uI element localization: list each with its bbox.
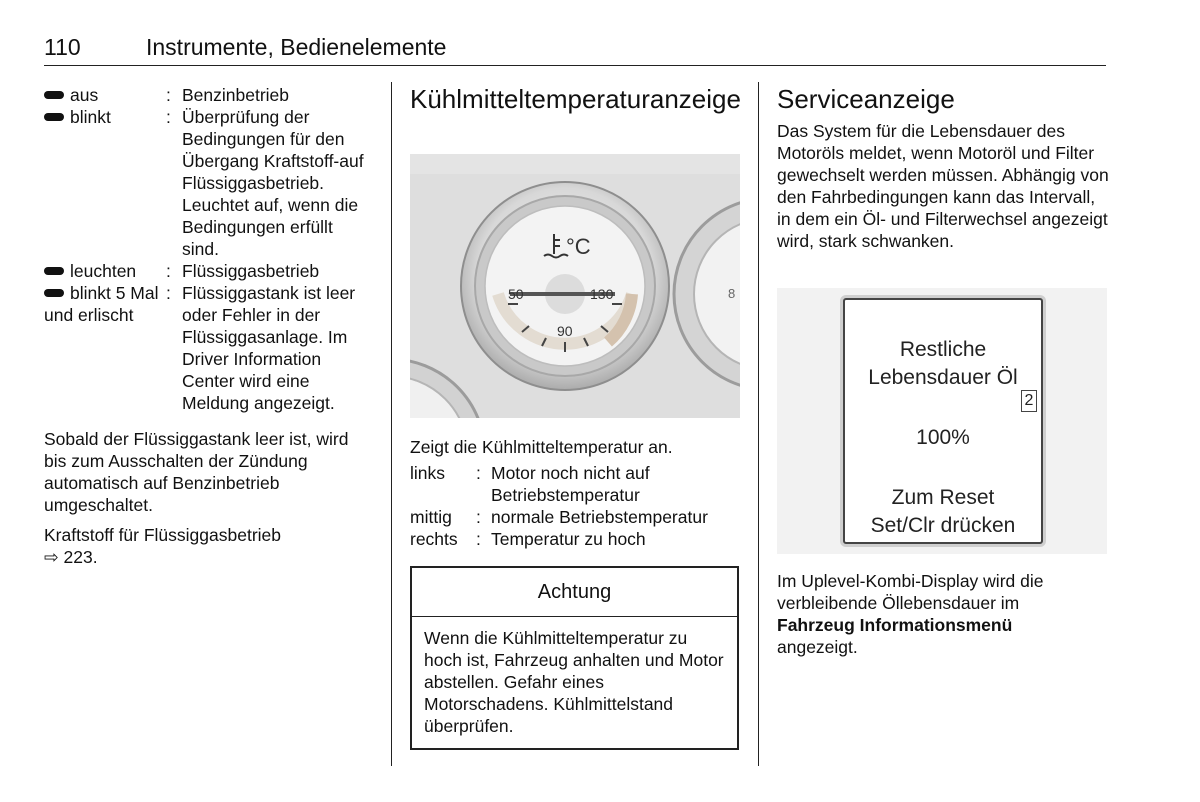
display-value: 100% [916,426,970,449]
display-line: Lebensdauer Öl [868,366,1018,389]
paragraph: Kraftstoff für Flüssiggasbetrieb [44,525,282,545]
def-row [44,84,372,106]
def-desc: Flüssiggasbetrieb [182,261,320,281]
warning-title: Achtung [412,568,737,617]
def-colon: : [166,107,171,127]
def-row [44,282,372,414]
reference-page: 223. [63,547,98,567]
def-colon: : [476,529,481,549]
def-row [410,528,741,550]
def-term: links [410,463,446,483]
def-colon: : [166,283,171,303]
reference-arrow-icon: ⇨ [44,547,59,567]
def-colon: : [476,507,481,527]
page-header [44,34,1106,68]
def-colon: : [476,463,481,483]
column-2-text [410,436,745,550]
def-term: aus [70,85,99,105]
column-divider-left [391,82,392,766]
section-title: Instrumente, Bedienelemente [146,34,447,60]
page-reference [44,546,374,568]
def-term: mittig [410,507,452,527]
display-line: Zum Reset [891,486,995,509]
column-3 [777,84,1109,252]
def-term: blinkt 5 Mal und erlischt [44,283,159,325]
def-row [410,506,741,528]
def-term: leuchten [70,261,137,281]
section-heading: Kühlmitteltemperaturanzeige [410,84,741,114]
display-page-indicator: 2 [1021,390,1037,412]
menu-name: Fahrzeug Informationsmenü [777,615,1013,635]
def-colon: : [166,85,171,105]
def-desc: Benzinbetrieb [182,85,290,105]
def-desc: normale Betriebstemperatur [491,507,708,527]
display-line: Set/Clr drücken [870,514,1016,537]
oil-life-display [843,298,1043,544]
def-row [44,106,372,260]
service-display-figure [777,288,1107,554]
page-number: 110 [44,34,81,60]
column-divider-right [758,82,759,766]
lpg-indicator-table [44,84,372,414]
warning-text: Wenn die Kühlmitteltemperatur zu hoch ist, Fahrzeug anhalten und Motor abstellen. Gefahr eines Motorschadens. Kühlmittelstand überprüfen. [424,628,724,736]
gauge-mid-label: 90 [557,323,573,339]
coolant-gauge-illustration [410,154,740,418]
def-desc: Temperatur zu hoch [491,529,646,549]
def-row [44,260,372,282]
paragraph-text: Im Uplevel-Kombi-Display wird die verbleibende Öllebensdauer im [777,571,1044,613]
def-term: blinkt [70,107,111,127]
paragraph-text: angezeigt. [777,637,858,657]
warning-box [410,566,739,750]
gauge-min-label: 50 [508,286,524,302]
gauge-unit: °C [566,234,591,259]
def-row [410,462,741,506]
gauge-max-label: 130 [590,286,614,302]
def-term: rechts [410,529,458,549]
display-line: Restliche [899,338,987,361]
def-desc: Motor noch nicht auf Betriebstemperatur [491,463,650,505]
coolant-gauge-figure [410,154,740,418]
indicator-lamp-icon [44,267,64,275]
indicator-lamp-icon [44,91,64,99]
side-gauge-label: 8 [728,286,736,301]
header-rule [44,65,1106,66]
coolant-position-table [410,462,741,550]
section-heading: Serviceanzeige [777,84,955,114]
def-colon: : [166,261,171,281]
column-2 [410,84,742,114]
def-desc: Flüssiggastank ist leer oder Fehler in der Flüssiggasanlage. Im Driver Information Center wird eine Meldung angezeigt. [182,283,356,413]
column-3-text [777,570,1097,658]
paragraph [777,570,1097,658]
indicator-lamp-icon [44,289,64,297]
column-1 [44,84,374,568]
def-desc: Überprüfung der Bedingungen für den Übergang Kraftstoff-auf Flüssiggasbetrieb. Leuchtet auf, wenn die Bedingungen erfüllt sind. [182,107,364,259]
paragraph: Zeigt die Kühlmitteltemperatur an. [410,437,673,457]
paragraph: Das System für die Lebensdauer des Motoröls meldet, wenn Motoröl und Filter gewechselt werden müssen. Abhängig von den Fahrbedingungen kann das Intervall, in dem ein Öl- und Filterwechsel angezeigt wird, stark schwanken. [777,121,1109,251]
paragraph: Sobald der Flüssiggastank leer ist, wird bis zum Ausschalten der Zündung automatisch auf Benzinbetrieb umgeschaltet. [44,429,349,515]
indicator-lamp-icon [44,113,64,121]
